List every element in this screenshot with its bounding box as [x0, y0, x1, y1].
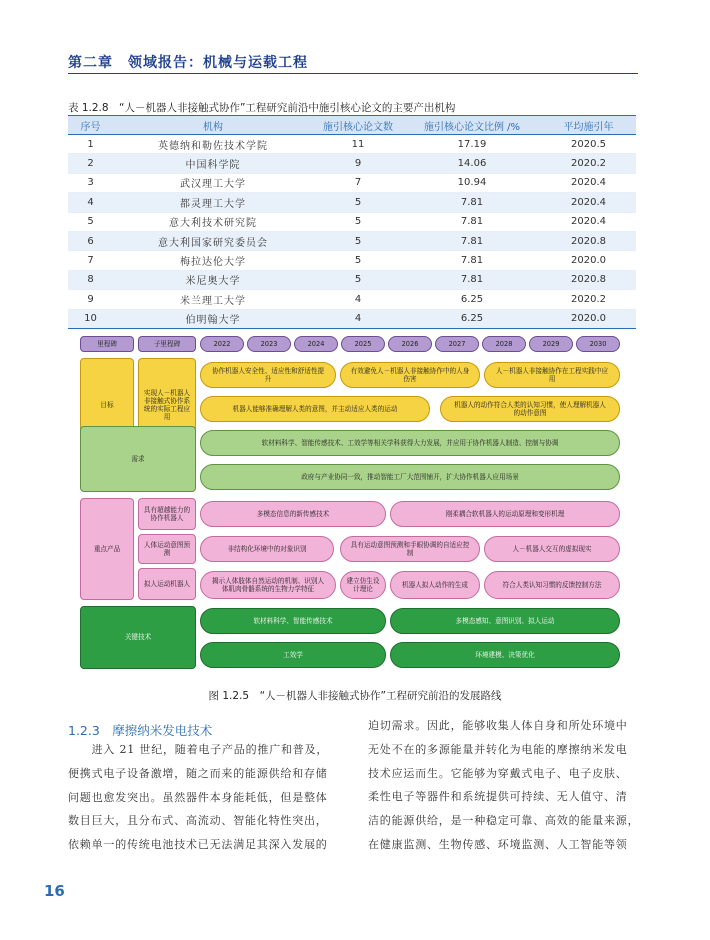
body-line: 迫切需求。因此，能够收集人体自身和所处环境中 [368, 719, 628, 732]
col-header-ratio: 施引核心论文比例 /% [403, 116, 541, 135]
table-header-row [68, 116, 636, 135]
cell-ratio: 14.06 [403, 154, 541, 173]
table-row [68, 212, 636, 231]
cell-institution: 中国科学院 [113, 154, 313, 173]
cell-ratio: 7.81 [403, 193, 541, 212]
products-label: 重点产品 [80, 498, 134, 600]
body-line: 问题也愈发突出。虽然器件本身能耗低，但是整体 [68, 790, 328, 804]
cell-papers: 4 [313, 290, 403, 309]
cell-ratio: 10.94 [403, 173, 541, 192]
body-line: 数目巨大，且分布式、高流动、智能化特性突出， [68, 814, 328, 828]
body-line: 柔性电子等器件和系统提供可持续、无人值守、清 [368, 790, 628, 804]
cell-institution: 意大利技术研究院 [113, 212, 313, 231]
body-line: 依赖单一的传统电池技术已无法满足其深入发展的 [68, 838, 328, 852]
cell-year: 2020.4 [541, 173, 636, 192]
body-line: 洁的能源供给，是一种稳定可靠、高效的能量来源， [368, 814, 640, 828]
goal-item: 协作机器人安全性、适应性和舒适性提升 [200, 362, 336, 388]
year-pill: 2028 [482, 336, 526, 352]
cell-papers: 5 [313, 212, 403, 231]
demand-label: 需求 [80, 426, 196, 492]
product-sub-box: 人体运动意图预测 [138, 534, 196, 564]
year-pill: 2023 [247, 336, 291, 352]
figure-caption: 图 1.2.5 “人－机器人非接触式协作”工程研究前沿的发展路线 [208, 690, 502, 702]
sub-milestone-label: 子里程碑 [138, 336, 196, 352]
cell-ratio: 7.81 [403, 231, 541, 250]
tech-item: 环境建模、决策优化 [390, 642, 620, 668]
cell-ratio: 17.19 [403, 135, 541, 154]
header-rule [68, 73, 638, 74]
cell-year: 2020.5 [541, 135, 636, 154]
col-header-index: 序号 [68, 116, 113, 135]
cell-papers: 7 [313, 173, 403, 192]
year-pill: 2026 [388, 336, 432, 352]
cell-index: 10 [68, 309, 113, 328]
table-row [68, 270, 636, 289]
body-line: 技术应运而生。它能够为穿戴式电子、电子皮肤、 [368, 766, 628, 780]
cell-index: 5 [68, 212, 113, 231]
cell-papers: 5 [313, 231, 403, 250]
cell-ratio: 7.81 [403, 251, 541, 270]
chapter-header: 第二章 领域报告：机械与运载工程 [68, 55, 308, 71]
product-item: 具有运动意图预测和手眼协调的自适应控制 [340, 536, 480, 562]
cell-institution: 英德纳和勒佐技术学院 [113, 135, 313, 154]
cell-year: 2020.2 [541, 290, 636, 309]
cell-institution: 米尼奥大学 [113, 270, 313, 289]
table-row [68, 135, 636, 154]
product-item: 刚柔耦合软机器人的运动原理和变形机理 [390, 501, 620, 527]
goal-item: 机器人能够准确理解人类的意图，并主动适应人类的运动 [200, 396, 430, 422]
tech-item: 软材料科学、智能传感技术 [200, 608, 386, 634]
body-column-left [68, 738, 344, 857]
cell-ratio: 6.25 [403, 309, 541, 328]
product-item: 揭示人体肢体自然运动的机制、识别人体肌肉骨骼系统的生物力学特征 [200, 571, 336, 599]
cell-year: 2020.0 [541, 251, 636, 270]
cell-institution: 武汉理工大学 [113, 173, 313, 192]
cell-index: 6 [68, 231, 113, 250]
cell-index: 8 [68, 270, 113, 289]
body-line: 无处不在的多源能量并转化为电能的摩擦纳米发电 [368, 742, 628, 756]
body-line: 在健康监测、生物传感、环境监测、人工智能等领 [368, 837, 628, 851]
cell-year: 2020.2 [541, 154, 636, 173]
product-item: 符合人类认知习惯的反馈控制方法 [484, 571, 620, 599]
cell-ratio: 7.81 [403, 270, 541, 289]
cell-year: 2020.4 [541, 193, 636, 212]
cell-papers: 9 [313, 154, 403, 173]
milestone-label: 里程碑 [80, 336, 134, 352]
page-number: 16 [44, 882, 65, 900]
cell-papers: 5 [313, 251, 403, 270]
cell-index: 9 [68, 290, 113, 309]
demand-item: 政府与产业协同一致，推动智能工厂大范围铺开，扩大协作机器人应用场景 [200, 464, 620, 490]
cell-index: 3 [68, 173, 113, 192]
body-line: 便携式电子设备激增，随之而来的能源供给和存储 [68, 766, 328, 780]
cell-institution: 梅拉达伦大学 [113, 251, 313, 270]
cell-institution: 米兰理工大学 [113, 290, 313, 309]
product-item: 多模态信息的新传感技术 [200, 501, 386, 527]
cell-year: 2020.8 [541, 270, 636, 289]
product-item: 机器人拟人动作的生成 [390, 571, 480, 599]
section-title: 1.2.3 摩擦纳米发电技术 [68, 723, 213, 738]
col-header-institution: 机构 [113, 116, 313, 135]
goal-sub-box: 实现人－机器人非接触式协作系统的实际工程应用 [138, 358, 196, 452]
cell-year: 2020.4 [541, 212, 636, 231]
table-row [68, 309, 636, 328]
tech-item: 多模态感知、意图识别、拟人运动 [390, 608, 620, 634]
year-pill: 2024 [294, 336, 338, 352]
product-sub-box: 具有超越能力的协作机器人 [138, 498, 196, 530]
goal-item: 人－机器人非接触协作在工程实践中应用 [484, 362, 620, 388]
institution-table [68, 115, 636, 329]
table-row [68, 173, 636, 192]
table-caption: 表 1.2.8 “人－机器人非接触式协作”工程研究前沿中施引核心论文的主要产出机构 [68, 102, 456, 114]
table-row [68, 231, 636, 250]
table-row [68, 251, 636, 270]
cell-papers: 5 [313, 193, 403, 212]
cell-index: 2 [68, 154, 113, 173]
table-row [68, 154, 636, 173]
body-line: 进入 21 世纪，随着电子产品的推广和普及， [68, 743, 329, 756]
cell-papers: 4 [313, 309, 403, 328]
col-header-papers: 施引核心论文数 [313, 116, 403, 135]
body-column-right [368, 714, 644, 857]
year-pill: 2025 [341, 336, 385, 352]
goal-item: 有效避免人－机器人非接触协作中的人身伤害 [340, 362, 480, 388]
product-item: 非结构化环境中的对象识别 [200, 536, 334, 562]
table-row [68, 290, 636, 309]
cell-index: 4 [68, 193, 113, 212]
demand-item: 软材料科学、智能传感技术、工效学等相关学科获得大力发展，并应用于协作机器人制造、控制与协调 [200, 430, 620, 456]
product-item: 人－机器人交互的虚拟现实 [484, 536, 620, 562]
cell-ratio: 7.81 [403, 212, 541, 231]
tech-label: 关键技术 [80, 606, 196, 669]
col-header-year: 平均施引年 [541, 116, 636, 135]
year-pill: 2027 [435, 336, 479, 352]
cell-ratio: 6.25 [403, 290, 541, 309]
cell-year: 2020.0 [541, 309, 636, 328]
year-pill: 2030 [576, 336, 620, 352]
cell-index: 7 [68, 251, 113, 270]
cell-institution: 都灵理工大学 [113, 193, 313, 212]
table-row [68, 193, 636, 212]
cell-papers: 11 [313, 135, 403, 154]
tech-item: 工效学 [200, 642, 386, 668]
cell-index: 1 [68, 135, 113, 154]
cell-institution: 伯明翰大学 [113, 309, 313, 328]
product-sub-box: 拟人运动机器人 [138, 568, 196, 600]
goal-label: 目标 [80, 358, 134, 452]
cell-year: 2020.8 [541, 231, 636, 250]
goal-item: 机器人的动作符合人类的认知习惯，使人理解机器人的动作意图 [440, 396, 620, 422]
roadmap-figure [78, 328, 634, 675]
product-item: 建立仿生设计理论 [340, 571, 386, 599]
year-pill: 2022 [200, 336, 244, 352]
year-pill: 2029 [529, 336, 573, 352]
cell-papers: 5 [313, 270, 403, 289]
cell-institution: 意大利国家研究委员会 [113, 231, 313, 250]
